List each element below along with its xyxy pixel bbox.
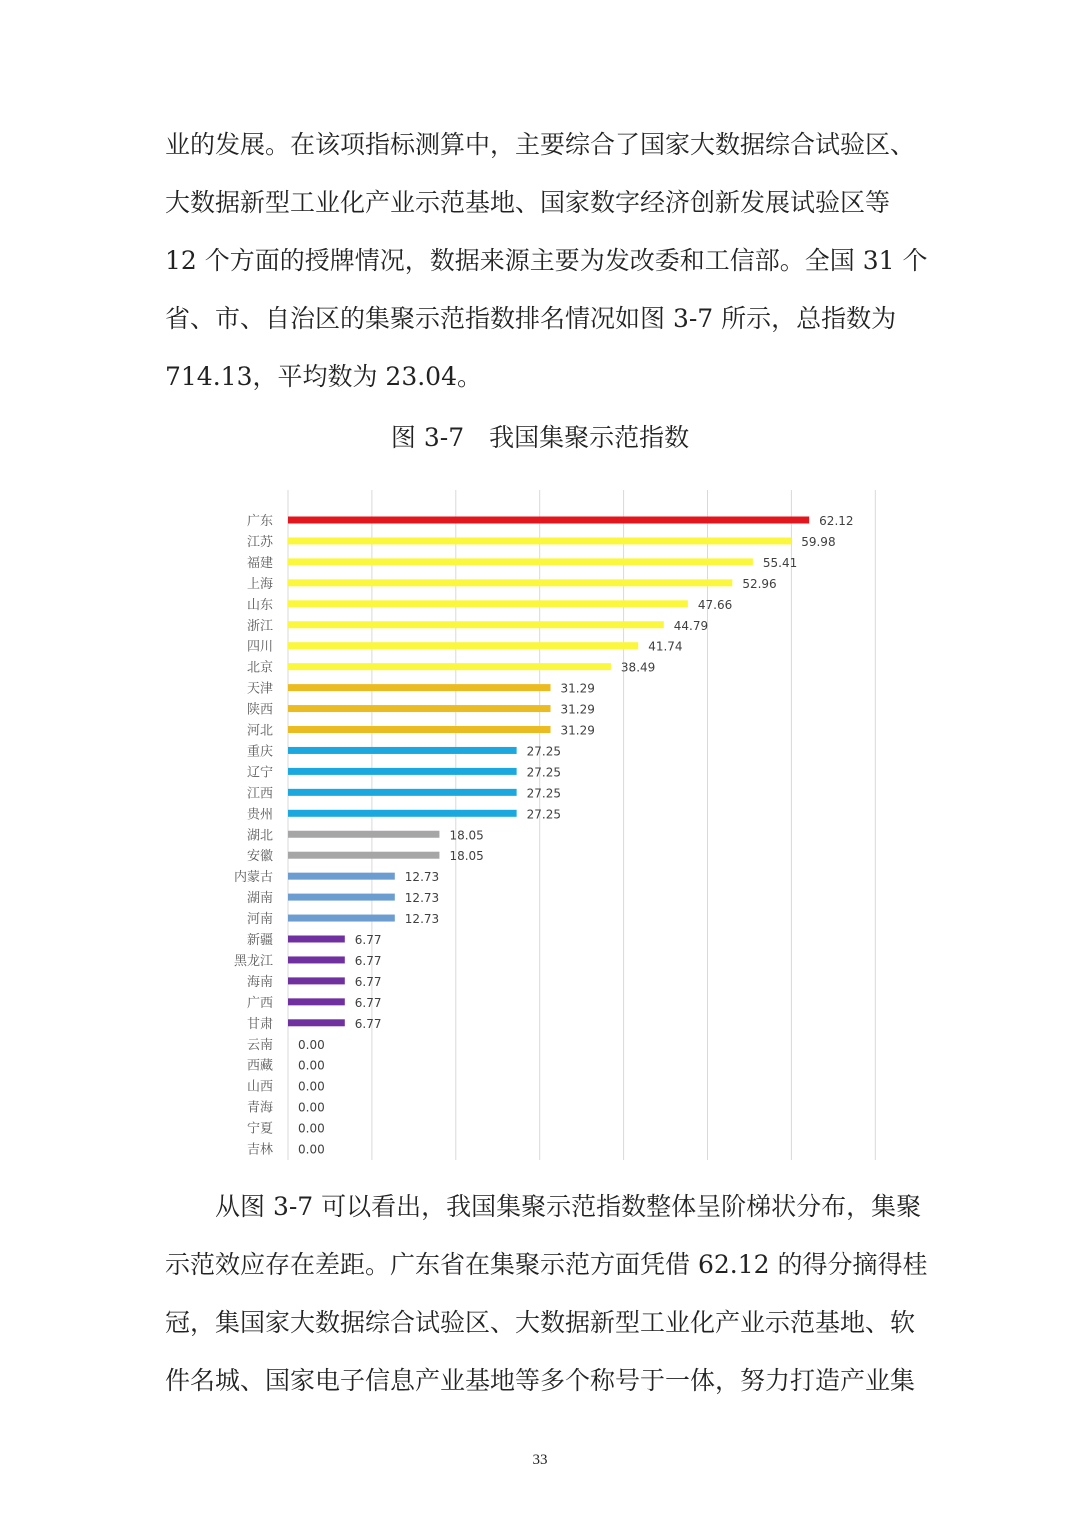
bar-chart <box>0 480 1080 1170</box>
category-label: 福建 <box>246 555 273 571</box>
bar <box>288 936 345 943</box>
bar <box>288 852 439 859</box>
value-label: 31.29 <box>560 681 595 696</box>
value-label: 27.25 <box>526 807 561 822</box>
bar <box>288 894 395 901</box>
bar <box>288 684 551 691</box>
bar <box>288 998 345 1005</box>
category-label: 海南 <box>246 974 273 990</box>
category-label: 四川 <box>246 639 273 655</box>
category-label: 河北 <box>246 723 273 739</box>
category-label: 内蒙古 <box>233 870 273 886</box>
value-label: 31.29 <box>560 723 595 738</box>
category-label: 北京 <box>246 660 273 676</box>
value-label: 6.77 <box>354 933 382 947</box>
category-label: 宁夏 <box>246 1121 273 1137</box>
value-label: 6.77 <box>354 953 382 968</box>
category-label: 辽宁 <box>246 765 273 781</box>
value-label: 27.25 <box>526 786 561 801</box>
category-label: 青海 <box>246 1100 273 1116</box>
category-label: 广东 <box>246 514 273 529</box>
body-paragraph-top <box>165 116 928 406</box>
value-label: 59.98 <box>801 534 836 549</box>
bar <box>288 873 395 880</box>
category-label: 广西 <box>246 995 273 1011</box>
category-label: 浙江 <box>246 618 273 634</box>
value-label: 31.29 <box>560 702 595 717</box>
category-label: 江西 <box>246 786 273 802</box>
value-label: 27.25 <box>526 765 561 780</box>
text-line: 12 个方面的授牌情况，数据来源主要为发改委和工信部。全国 31 个 <box>165 246 928 275</box>
bar <box>288 642 638 649</box>
category-label: 天津 <box>246 681 273 697</box>
category-label: 上海 <box>246 576 273 592</box>
category-label: 安徽 <box>246 849 273 865</box>
value-label: 0.00 <box>298 1142 325 1157</box>
category-label: 吉林 <box>246 1142 273 1158</box>
figure-caption: 图 3-7 我国集聚示范指数 <box>390 423 690 452</box>
bar <box>288 810 517 817</box>
value-label: 38.49 <box>620 660 656 675</box>
text-line: 714.13，平均数为 23.04。 <box>165 362 482 391</box>
value-label: 41.74 <box>648 639 683 654</box>
value-label: 0.00 <box>298 1037 325 1052</box>
value-label: 0.00 <box>298 1079 325 1094</box>
page-number: 33 <box>532 1452 548 1468</box>
bar <box>288 747 517 754</box>
category-label: 黑龙江 <box>233 953 273 969</box>
bar <box>288 558 753 565</box>
value-label: 55.41 <box>762 555 798 570</box>
text-line: 冠，集国家大数据综合试验区、大数据新型工业化产业示范基地、软 <box>165 1308 916 1337</box>
category-label: 山西 <box>246 1079 273 1095</box>
text-line: 从图 3-7 可以看出，我国集聚示范指数整体呈阶梯状分布，集聚 <box>215 1192 922 1221</box>
bar <box>288 517 809 524</box>
category-label: 重庆 <box>246 744 273 760</box>
category-label: 江苏 <box>246 534 273 550</box>
text-line: 省、市、自治区的集聚示范指数排名情况如图 3-7 所示，总指数为 <box>165 304 897 333</box>
value-label: 6.77 <box>354 995 382 1010</box>
bar <box>288 579 732 586</box>
category-label: 山东 <box>246 597 273 613</box>
value-label: 47.66 <box>697 597 733 612</box>
value-label: 0.00 <box>298 1121 325 1136</box>
value-label: 0.00 <box>298 1100 325 1115</box>
bar <box>288 789 517 796</box>
value-label: 52.96 <box>742 576 777 591</box>
value-label: 18.05 <box>449 828 484 843</box>
bar <box>288 956 345 963</box>
value-label: 0.00 <box>298 1058 325 1073</box>
category-label: 湖南 <box>246 891 273 907</box>
category-label: 陕西 <box>246 702 273 718</box>
text-line: 示范效应存在差距。广东省在集聚示范方面凭借 62.12 的得分摘得桂 <box>165 1250 928 1279</box>
bar <box>288 977 345 984</box>
gridlines <box>288 490 875 1160</box>
category-labels <box>234 514 274 1158</box>
category-label: 新疆 <box>246 933 273 948</box>
bar <box>288 831 439 838</box>
body-paragraph-bottom <box>165 1178 928 1410</box>
bar <box>288 768 517 775</box>
category-label: 云南 <box>246 1037 273 1053</box>
bar <box>288 663 611 670</box>
bar <box>288 600 688 607</box>
value-label: 12.73 <box>404 891 440 906</box>
value-label: 12.73 <box>404 870 440 885</box>
value-label: 62.12 <box>819 514 854 528</box>
bar <box>288 726 551 733</box>
value-label: 12.73 <box>404 912 440 927</box>
bar <box>288 537 791 544</box>
bar <box>288 915 395 922</box>
bar <box>288 621 664 628</box>
bar <box>288 705 551 712</box>
category-label: 西藏 <box>246 1058 273 1074</box>
bar <box>288 1019 345 1026</box>
category-label: 河南 <box>246 912 273 928</box>
text-line: 业的发展。在该项指标测算中，主要综合了国家大数据综合试验区、 <box>165 130 916 159</box>
category-label: 湖北 <box>246 828 273 844</box>
text-line: 大数据新型工业化产业示范基地、国家数字经济创新发展试验区等 <box>165 188 891 217</box>
category-label: 甘肃 <box>246 1016 273 1032</box>
text-line: 件名城、国家电子信息产业基地等多个称号于一体，努力打造产业集 <box>165 1366 916 1395</box>
category-label: 贵州 <box>246 807 273 823</box>
value-label: 6.77 <box>354 974 382 989</box>
value-label: 18.05 <box>449 849 484 864</box>
value-label: 44.79 <box>673 618 709 633</box>
value-label: 27.25 <box>526 744 561 759</box>
value-label: 6.77 <box>354 1016 382 1031</box>
